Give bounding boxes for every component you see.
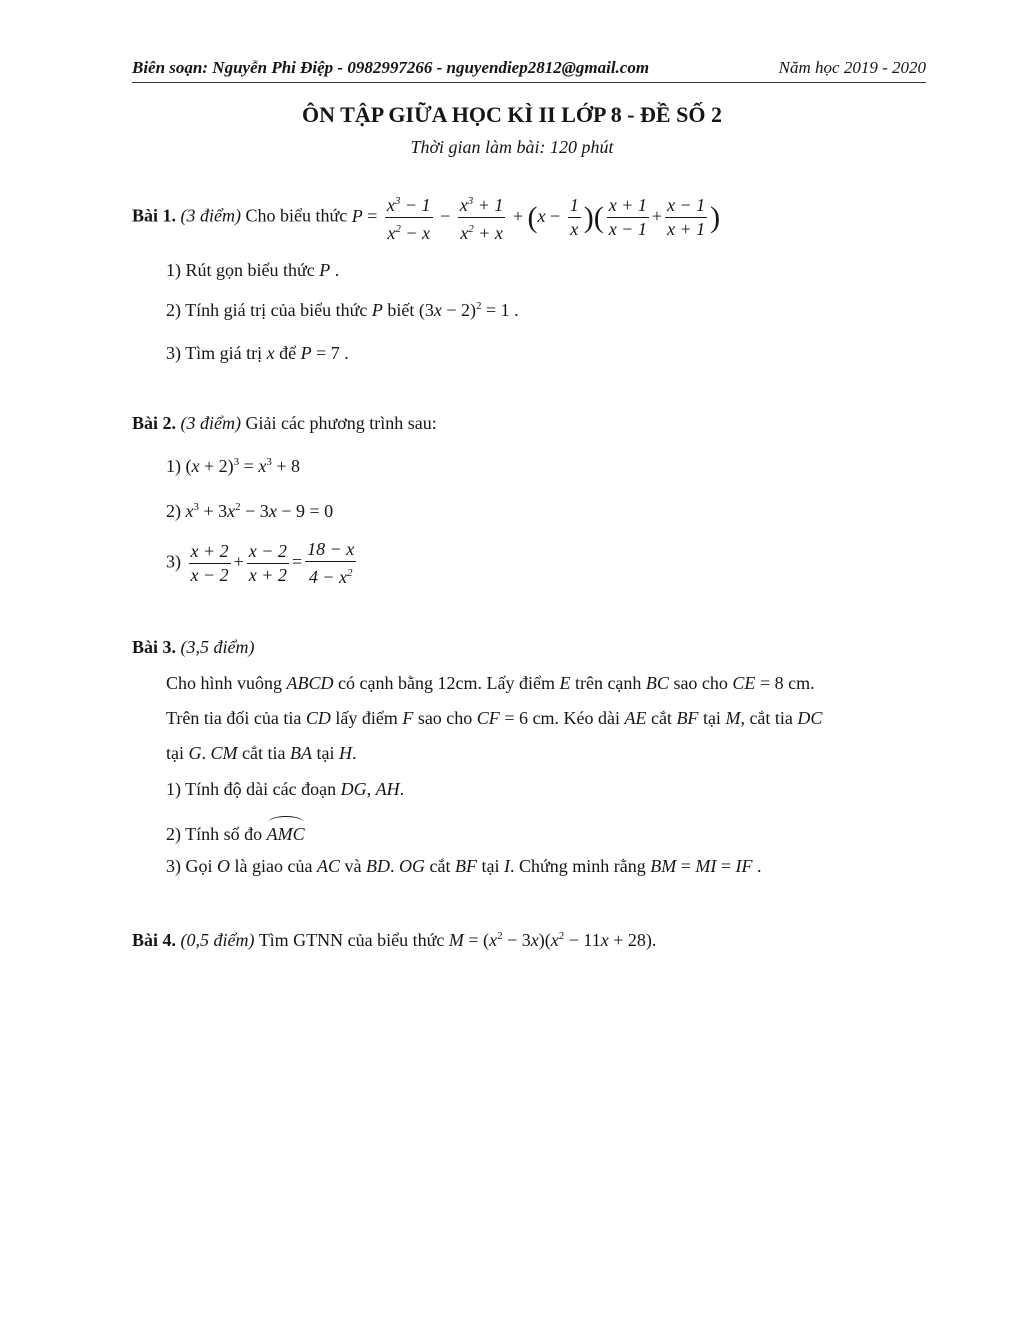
bai3-label: Bài 3. xyxy=(132,637,177,657)
bai1-points: (3 điểm) xyxy=(180,205,241,226)
bai1-intro: Cho biểu thức xyxy=(245,205,348,226)
header-author: Biên soạn: Nguyễn Phi Điệp - 0982997266 - nguyendiep2812@gmail.com xyxy=(132,58,650,77)
bai2-label: Bài 2. xyxy=(132,413,177,433)
bai2-intro: Giải các phương trình sau: xyxy=(245,413,437,433)
bai2-q3: 3) $\frac{x + 2}{x - 2}$ + $\frac{x - 2}{x + 2}$ = $\frac{18 - x}{4 - x^2}$ xyxy=(166,539,355,587)
bai2-q1: 1) $(x + 2)^3 = x^3 + 8$ xyxy=(166,456,300,476)
bai1-statement xyxy=(132,190,720,245)
bai3-paragraph-line2: Trên tia đối của tia CD lấy điểm F sao cho CF = 6 cm. Kéo dài AE cắt BF tại M, cắt tia DC xyxy=(166,708,823,728)
bai2-q2: 2) $x^3 + 3x^2 - 3x - 9 = 0$ xyxy=(166,501,334,521)
bai3-statement xyxy=(132,637,255,658)
bai3-q1: 1) Tính độ dài các đoạn DG, AH. xyxy=(166,779,405,799)
bai4-label: Bài 4. xyxy=(132,930,177,950)
angle-amc-arc: AMC xyxy=(267,818,305,845)
bai1-expression-p: P = $\frac{x^3 - 1}{x^2 - x}$ − $\frac{x^3 + 1}{x^2 + x}$ + (x − $\frac{1}{x}$ )( $\frac{x + 1}{x - 1}$ + $\frac{x - 1}{x + 1}$ ) xyxy=(352,206,720,226)
bai3-q2: 2) Tính số đo AMC xyxy=(166,818,305,845)
exam-duration: Thời gian làm bài: 120 phút xyxy=(410,137,614,157)
bai1-label: Bài 1. xyxy=(132,205,177,226)
bai3-paragraph-line3: tại G. CM cắt tia BA tại H. xyxy=(166,743,357,763)
bai4-intro: Tìm GTNN của biểu thức xyxy=(258,930,445,950)
bai1-q3: 3) Tìm giá trị x để P = 7 . xyxy=(166,343,349,363)
bai1-q1: 1) Rút gọn biểu thức P . xyxy=(166,260,340,280)
bai1-q2: 2) Tính giá trị của biểu thức P biết $(3x - 2)^2 = 1$ . xyxy=(166,300,519,320)
bai3-points: (3,5 điểm) xyxy=(180,637,255,657)
bai2-statement xyxy=(132,413,437,434)
bai3-q3: 3) Gọi O là giao của AC và BD. OG cắt BF tại I. Chứng minh rằng BM = MI = IF . xyxy=(166,856,762,876)
page-header xyxy=(132,56,926,83)
bai4-points: (0,5 điểm) xyxy=(180,930,255,950)
bai2-points: (3 điểm) xyxy=(180,413,241,433)
bai3-paragraph-line1: Cho hình vuông ABCD có cạnh bằng 12cm. Lấy điểm E trên cạnh BC sao cho CE = 8 cm. xyxy=(166,673,815,693)
exam-title: ÔN TẬP GIỮA HỌC KÌ II LỚP 8 - ĐỀ SỐ 2 xyxy=(302,102,722,127)
header-school-year: Năm học 2019 - 2020 xyxy=(778,58,926,77)
bai4-expression-m: $M = (x^2 - 3x)(x^2 - 11x + 28)$. xyxy=(448,930,657,950)
bai4-statement xyxy=(132,930,656,951)
